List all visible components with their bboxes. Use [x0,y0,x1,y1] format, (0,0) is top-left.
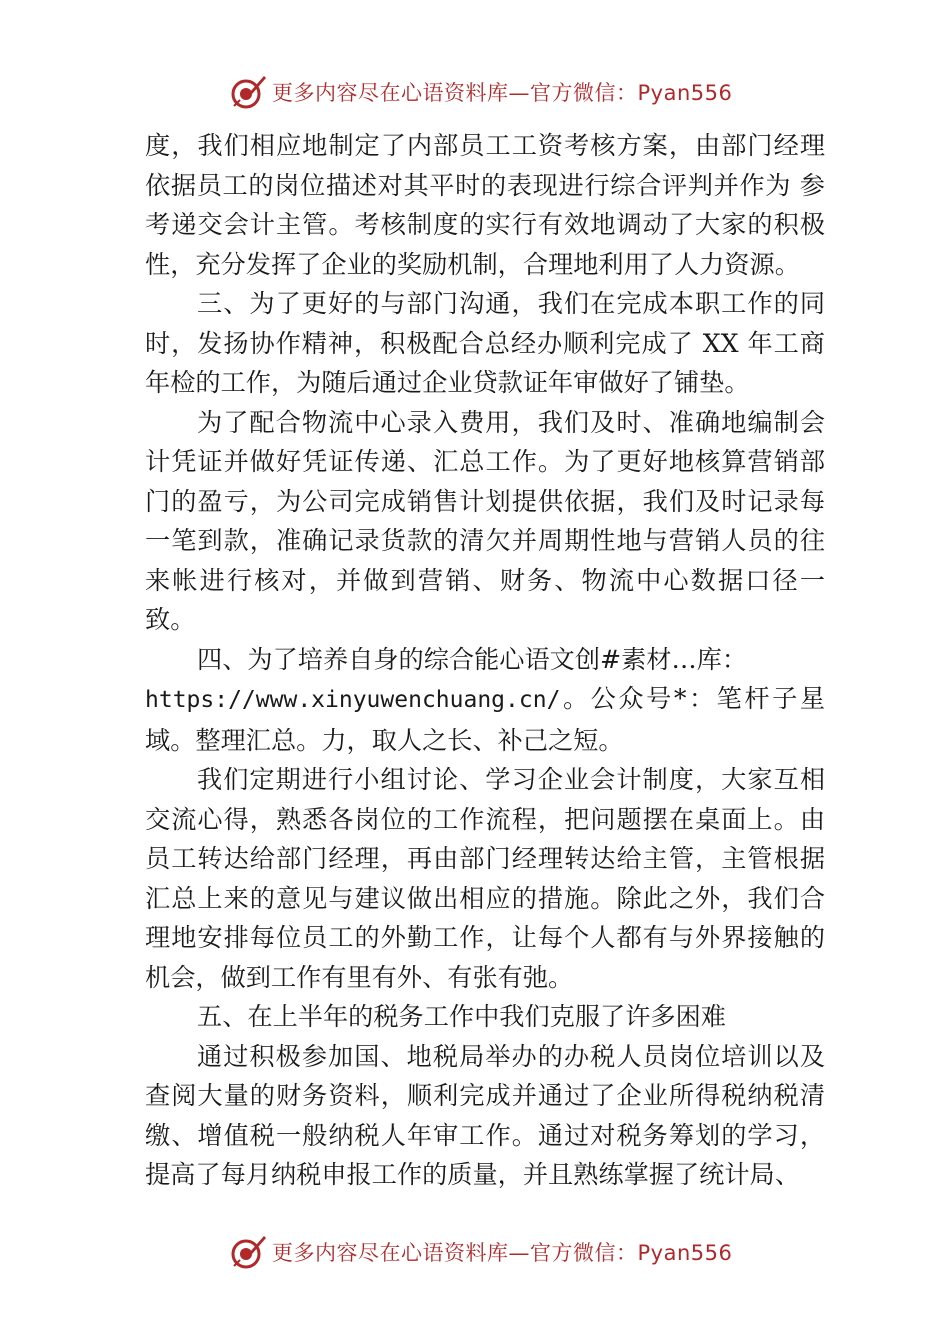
red-quill-seal-icon [228,1232,268,1272]
paragraph: 五、在上半年的税务工作中我们克服了许多困难 [197,1002,726,1031]
paragraph [145,640,825,761]
website-url: https://www.xinyuwenchuang.cn/ [145,687,561,713]
footer-banner [228,1232,733,1272]
document-body [145,126,825,1195]
red-quill-seal-icon [228,72,268,112]
footer-banner-text: 更多内容尽在心语资料库—官方微信：Pyan556 [272,1241,733,1265]
paragraph-text: 。公众号*：笔杆子星域。整理汇总。力，取人之长、补己之短。 [145,684,825,755]
header-banner-text: 更多内容尽在心语资料库—官方微信：Pyan556 [272,81,733,105]
paragraph: 三、为了更好的与部门沟通，我们在完成本职工作的同时，发扬协作精神，积极配合总经办顺利完成了 XX 年工商年检的工作，为随后通过企业贷款证年审做好了铺垫。 [145,289,825,397]
paragraph-text: 四、为了培养自身的综合能心语文创#素材…库： [197,644,748,674]
paragraph: 为了配合物流中心录入费用，我们及时、准确地编制会计凭证并做好凭证传递、汇总工作。为了更好地核算营销部门的盈亏，为公司完成销售计划提供依据，我们及时记录每一笔到款，准确记录货款的清欠并周期性地与营销人员的往来帐进行核对，并做到营销、财务、物流中心数据口径一致。 [145,407,825,634]
paragraph: 通过积极参加国、地税局举办的办税人员岗位培训以及查阅大量的财务资料，顺利完成并通过了企业所得税纳税清缴、增值税一般纳税人年审工作。通过对税务筹划的学习，提高了每月纳税申报工作的质量，并且熟练掌握了统计局、 [145,1041,825,1189]
header-banner [228,72,733,112]
paragraph: 度，我们相应地制定了内部员工工资考核方案，由部门经理依据员工的岗位描述对其平时的表现进行综合评判并作为 参考递交会计主管。考核制度的实行有效地调动了大家的积极性，充分发挥了企业的奖励机制，合理地利用了人力资源。 [145,131,825,279]
paragraph: 我们定期进行小组讨论、学习企业会计制度，大家互相交流心得，熟悉各岗位的工作流程，把问题摆在桌面上。由员工转达给部门经理，再由部门经理转达给主管，主管根据汇总上来的意见与建议做出相应的措施。除此之外，我们合理地安排每位员工的外勤工作，让每个人都有与外界接触的机会，做到工作有里有外、有张有弛。 [145,765,825,992]
